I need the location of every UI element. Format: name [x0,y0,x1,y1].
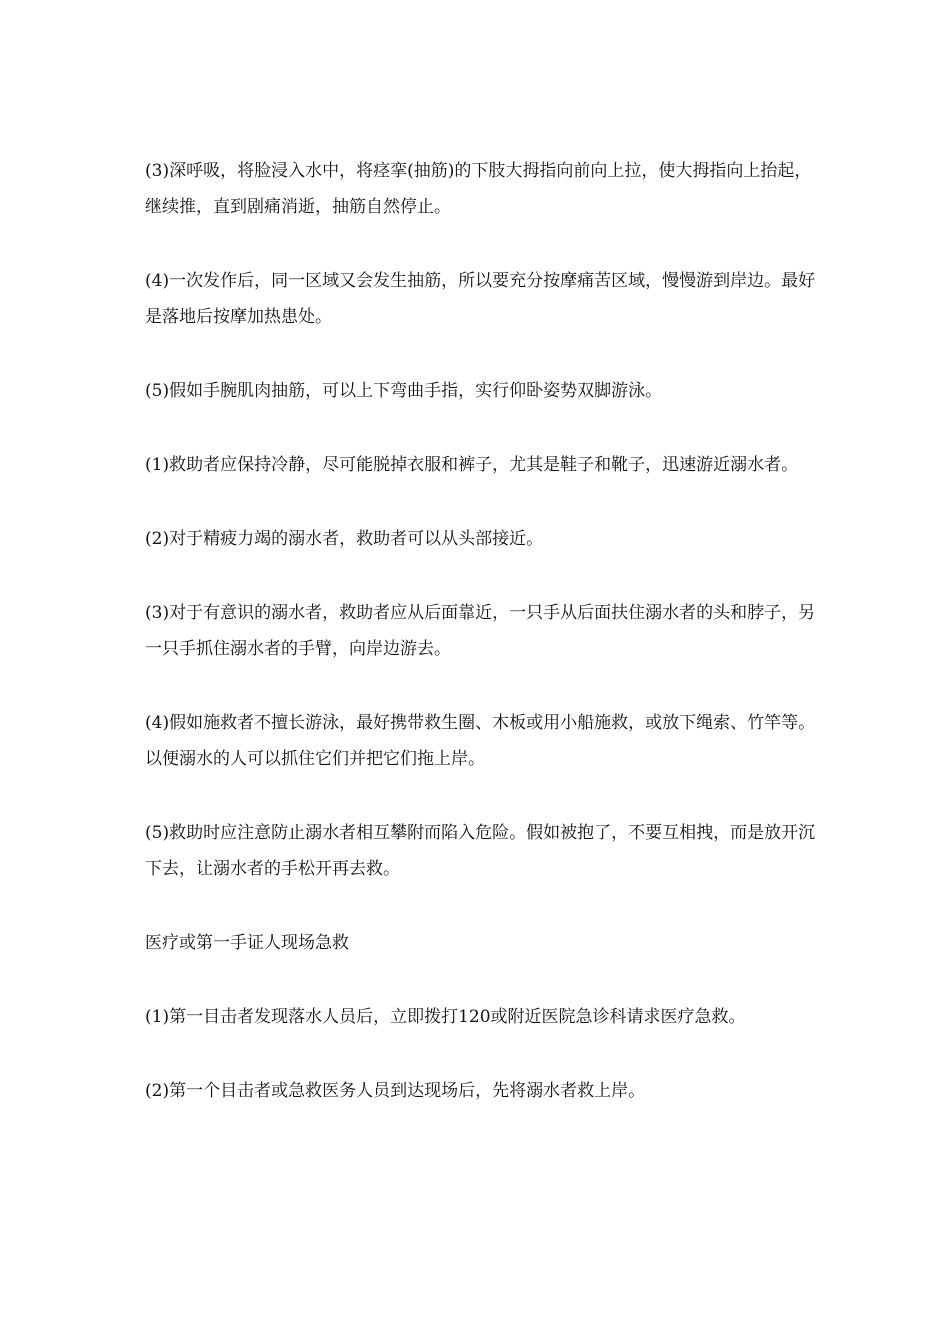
paragraph-cramp-step-4: (4)一次发作后，同一区域又会发生抽筋，所以要充分按摩痛苦区域，慢慢游到岸边。最好是落地后按摩加热患处。 [145,271,816,327]
paragraph-rescue-step-4: (4)假如施救者不擅长游泳，最好携带救生圈、木板或用小船施救，或放下绳索、竹竿等。以便溺水的人可以抓住它们并把它们拖上岸。 [145,713,816,769]
paragraph-cramp-step-5: (5)假如手腕肌肉抽筋，可以上下弯曲手指，实行仰卧姿势双脚游泳。 [145,381,663,401]
section-heading-first-aid: 医疗或第一手证人现场急救 [145,933,349,953]
paragraph-cramp-step-3: (3)深呼吸，将脸浸入水中，将痉挛(抽筋)的下肢大拇指向前向上拉，使大拇指向上抬起，继续推，直到剧痛消逝，抽筋自然停止。 [145,161,812,217]
paragraph-rescue-step-1: (1)救助者应保持冷静，尽可能脱掉衣服和裤子，尤其是鞋子和靴子，迅速游近溺水者。 [145,455,799,475]
paragraph-first-aid-step-1: (1)第一目击者发现落水人员后，立即拨打120或附近医院急诊科请求医疗急救。 [145,1007,746,1027]
document-body [145,153,825,1147]
paragraph-rescue-step-3: (3)对于有意识的溺水者，救助者应从后面靠近，一只手从后面扶住溺水者的头和脖子，另一只手抓住溺水者的手臂，向岸边游去。 [145,603,816,659]
paragraph-rescue-step-2: (2)对于精疲力竭的溺水者，救助者可以从头部接近。 [145,529,544,549]
paragraph-rescue-step-5: (5)救助时应注意防止溺水者相互攀附而陷入危险。假如被抱了，不要互相拽，而是放开沉下去，让溺水者的手松开再去救。 [145,823,816,879]
paragraph-first-aid-step-2: (2)第一个目击者或急救医务人员到达现场后，先将溺水者救上岸。 [145,1081,646,1101]
